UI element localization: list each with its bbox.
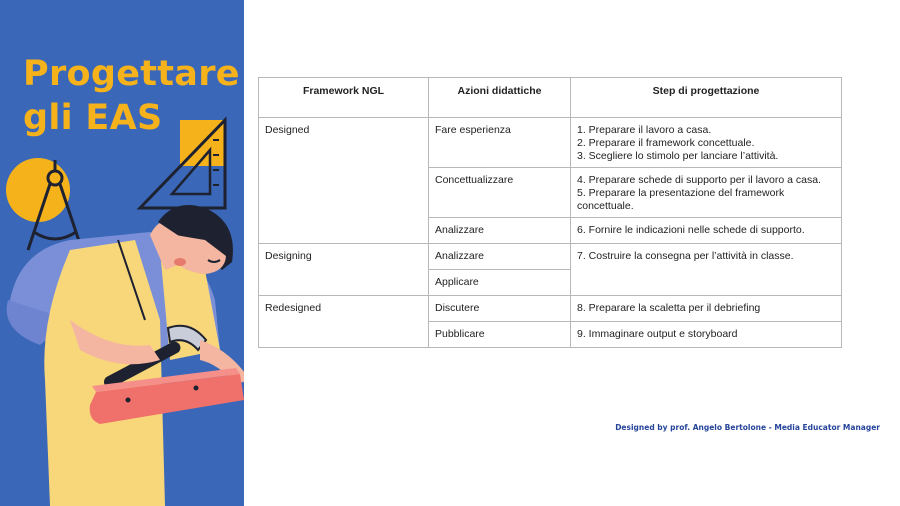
step-cell — [571, 118, 842, 168]
action-cell: Discutere — [429, 296, 571, 322]
design-steps-table — [258, 77, 842, 348]
table-row — [259, 118, 842, 168]
ruler-square-icon — [140, 120, 226, 208]
step-text: 6. Fornire le indicazioni nelle schede di supporto. — [577, 224, 805, 236]
action-cell: Analizzare — [429, 244, 571, 270]
step-cell — [571, 244, 842, 296]
step-text: 8. Preparare la scaletta per il debriefing — [577, 302, 761, 314]
step-text: 4. Preparare schede di supporto per il lavoro a casa. — [577, 174, 821, 186]
framework-cell-redesigned: Redesigned — [259, 296, 429, 348]
table-row — [259, 296, 842, 322]
header-framework: Framework NGL — [259, 78, 429, 118]
action-cell: Concettualizzare — [429, 168, 571, 218]
table-header-row — [259, 78, 842, 118]
table-row — [259, 244, 842, 270]
step-cell — [571, 296, 842, 322]
step-text: 3. Scegliere lo stimolo per lanciare l’attività. — [577, 150, 779, 162]
action-cell: Applicare — [429, 270, 571, 296]
step-cell — [571, 218, 842, 244]
credit-line: Designed by prof. Angelo Bertolone - Media Educator Manager — [615, 423, 880, 432]
compass-icon — [6, 158, 82, 250]
header-actions: Azioni didattiche — [429, 78, 571, 118]
step-cell — [571, 322, 842, 348]
title-line-1: Progettare — [23, 54, 240, 94]
step-text: 5. Preparare la presentazione del framework concettuale. — [577, 187, 785, 212]
framework-cell-designed: Designed — [259, 118, 429, 244]
header-steps: Step di progettazione — [571, 78, 842, 118]
step-text: 7. Costruire la consegna per l’attività in classe. — [577, 250, 794, 262]
step-cell — [571, 168, 842, 218]
framework-cell-designing: Designing — [259, 244, 429, 296]
step-text: 1. Preparare il lavoro a casa. — [577, 124, 712, 136]
action-cell: Analizzare — [429, 218, 571, 244]
left-panel — [0, 0, 244, 506]
action-cell: Fare esperienza — [429, 118, 571, 168]
carpenter-illustration — [0, 0, 244, 506]
step-text: 2. Preparare il framework concettuale. — [577, 137, 755, 149]
title-line-2: gli EAS — [23, 98, 163, 138]
design-table-container — [258, 77, 842, 348]
step-text: 9. Immaginare output e storyboard — [577, 328, 738, 340]
action-cell: Pubblicare — [429, 322, 571, 348]
